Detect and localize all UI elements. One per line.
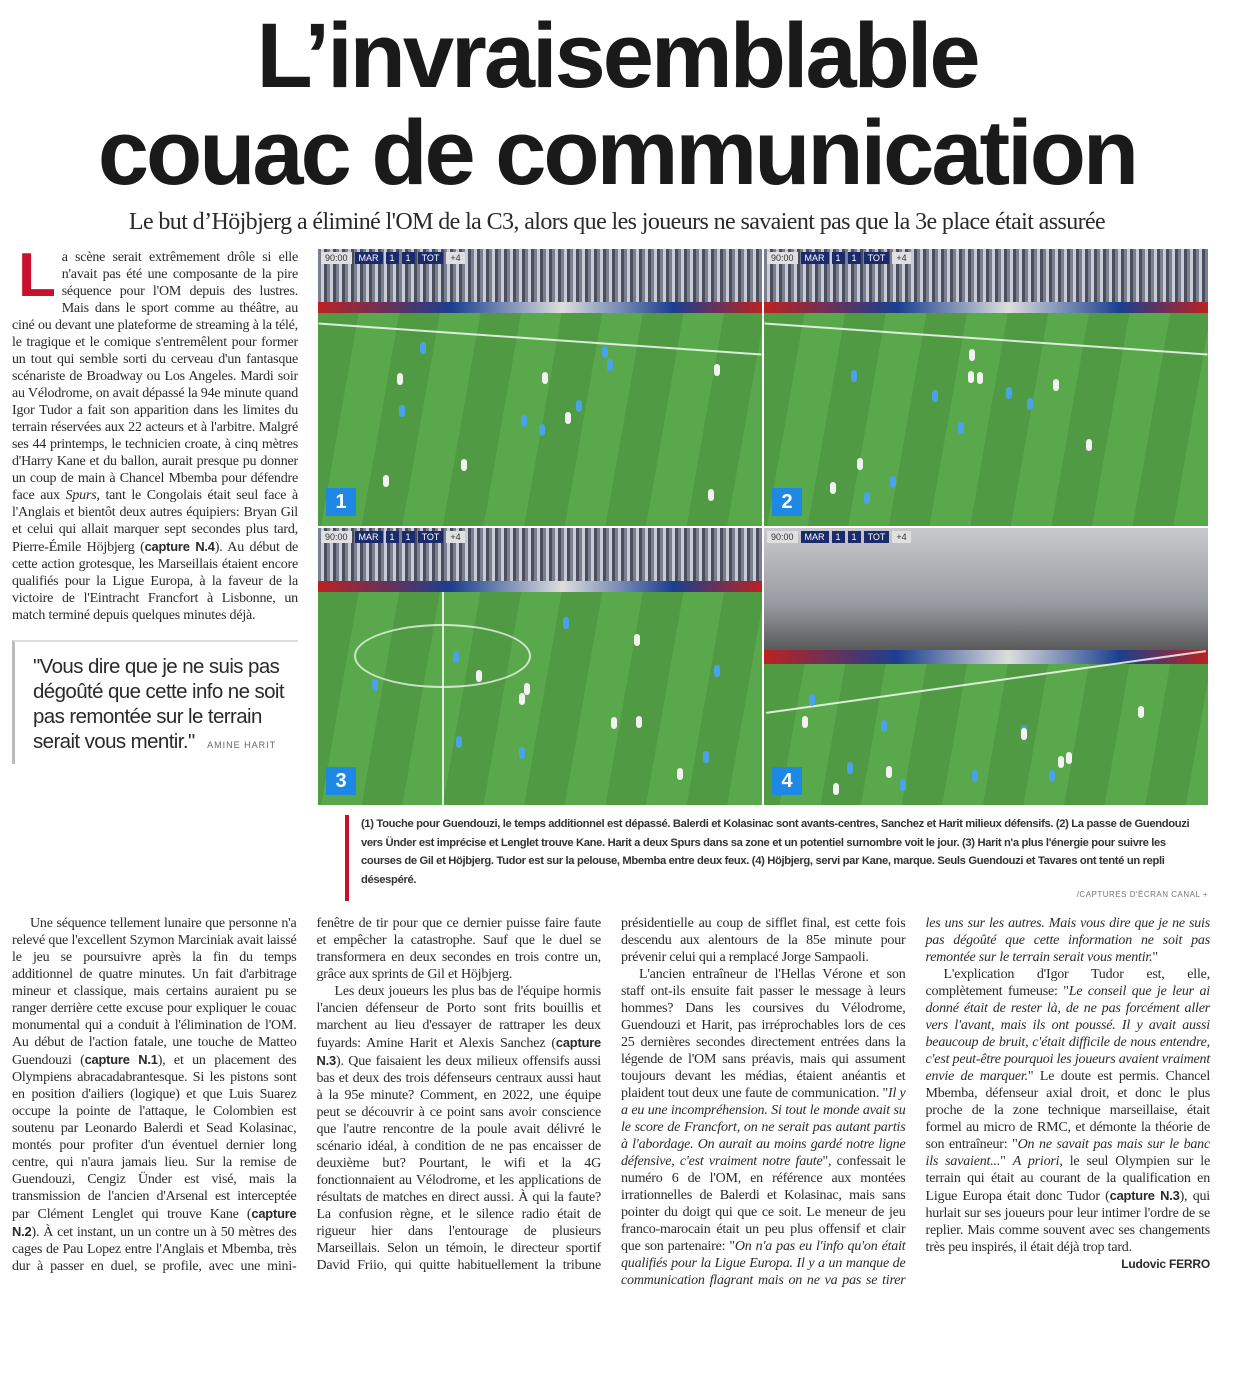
bold-text: capture N.4: [144, 539, 215, 555]
player: [969, 349, 975, 361]
text-run: L'explication d'Igor Tudor est, elle, complètement fumeuse: ": [925, 967, 1210, 1000]
score-bug: [767, 531, 911, 543]
player: [476, 670, 482, 682]
score-bug: [321, 531, 465, 543]
player: [677, 768, 683, 780]
player: [1086, 439, 1092, 451]
away-team: TOT: [864, 252, 890, 264]
ad-boards: [764, 302, 1208, 313]
italic-quote: Spurs: [65, 488, 97, 504]
text-run: ": [1000, 1154, 1013, 1170]
player: [881, 720, 887, 732]
home-score: 1: [832, 531, 845, 543]
player: [420, 342, 426, 354]
headline-line-1: [0, 0, 1234, 105]
player: [461, 459, 467, 471]
screenshot-number-badge: 2: [772, 488, 802, 516]
home-team: MAR: [801, 252, 829, 264]
added-time: +4: [446, 531, 464, 543]
player: [521, 415, 527, 427]
away-score: 1: [848, 531, 861, 543]
screenshot-number-badge: 4: [772, 767, 802, 795]
text-run: , tant le Congolais était seul face à l'Anglais et bientôt deux autres équipiers: Bryan Gil et celui qui allait marquer sept secondes plus tard, Pierre-Émile Höjbjerg (: [12, 488, 298, 556]
player: [636, 716, 642, 728]
player: [524, 683, 530, 695]
text-run: ", confessait le numéro 6 de l'OM, en référence aux montées irrationnelles de Balerdi et Kolasinac, mais sans pointer du doigt qui que ce soit. Le meneur de jeu franco-marocain était un peu plus offensif et clair que son partenaire: ": [621, 1154, 906, 1255]
italic-quote: Il y a eu une incompréhension. Si tout le monde avait su le score de Francfort, on ne serait pas autant partis à l'abordage. On aurait au moins gardé notre ligne défensive, c'est vraiment notre faute: [621, 1086, 906, 1170]
headline-text: couac de communication: [97, 101, 1137, 204]
player: [809, 694, 815, 706]
italic-quote: Le conseil que je leur ai donné était de rester là, de ne pas forcément aller vers l'avant, mais ils ont poussé. Il y avait aussi beaucoup de bruit, c'était difficile de nous entendre, c'est peut-être pourquoi les joueurs avaient vraiment envie de marquer.: [925, 984, 1211, 1085]
home-score: 1: [386, 531, 399, 543]
pull-quote: [12, 640, 298, 764]
text-run: ": [1152, 950, 1158, 966]
text-run: " Le doute est permis. Chancel Mbemba, défenseur axial droit, et donc le plus proche de la zone technique marseillaise, était formel au micro de RMC, et démonte la théorie de son entraîneur: ": [925, 1069, 1211, 1153]
ad-boards: [318, 581, 762, 592]
italic-quote: A priori: [1012, 1154, 1060, 1170]
top-section: [12, 241, 1234, 901]
player: [847, 762, 853, 774]
pitch: [764, 664, 1208, 805]
text-run: ), et un placement des Olympiens abracadabrantesque. Si les pistons sont en position d'ailiers (logique) et que Luis Suarez occupe la pointe de l'attaque, le Colombien est soutenu par Leonardo Balerdi et Sead Kolasinac, montés pour profiter d'un éventuel dernier long centre, qui n'aura jamais lieu. Sur la remise de Guendouzi, Cengiz Ünder est visé, mais la transmission de l'ancien d'Arsenal est interceptée par Clément Lenglet qui trouve Kane (: [12, 1053, 297, 1223]
away-team: TOT: [418, 531, 444, 543]
author-signature: Ludovic FERRO: [1121, 1257, 1210, 1272]
player: [1006, 387, 1012, 399]
added-time: +4: [446, 252, 464, 264]
bold-text: capture N.3: [316, 1035, 601, 1069]
player: [565, 412, 571, 424]
drop-cap: L: [18, 241, 56, 311]
italic-quote: On n'a pas eu l'info qu'on était qualifiés pour la Ligue Europa. Il y a un manque de communication flagrant mais on ne va pas se tirer les uns sur les autres. Mais vous dire que je ne suis pas dégoûté que cette information ne soit pas remontée sur le terrain serait vous mentir.: [621, 916, 1210, 1289]
headline-text: L’invraisemblable: [256, 5, 978, 107]
player: [932, 390, 938, 402]
player: [1053, 379, 1059, 391]
player: [830, 482, 836, 494]
bold-text: (1) Touche pour Guendouzi, le temps additionnel est dépassé. Balerdi et Kolasinac sont avants-centres, Sanchez et Harit milieux défensifs. (2) La passe de Guendouzi vers Ünder est imprécise et Lenglet trouve Kane. Harit a deux Spurs dans sa zone et un potentiel surnombre voit le jour. (3) Harit n'a plus l'énergie pour suivre les courses de Gil et Höjbjerg. Tudor est sur la pelouse, Mbemba entre deux feux. (4) Höjbjerg, servi par Kane, marque. Seuls Guendouzi et Tavares ont tenté un repli désespéré.: [361, 818, 1190, 886]
player: [833, 783, 839, 795]
player: [958, 422, 964, 434]
subtitle: [0, 207, 1234, 237]
player: [864, 492, 870, 504]
match-clock: 90:00: [767, 252, 798, 264]
caption-text: [361, 816, 1189, 886]
match-clock: 90:00: [321, 531, 352, 543]
home-team: MAR: [355, 531, 383, 543]
quote-text: "Vous dire que je ne suis pas dégoûté que cette info ne soit pas remontée sur le terrain serait vous mentir.": [33, 655, 284, 754]
player: [851, 370, 857, 382]
player: [602, 346, 608, 358]
photo-caption: [345, 815, 1208, 901]
player: [1058, 756, 1064, 768]
added-time: +4: [892, 531, 910, 543]
right-column: [318, 249, 1208, 901]
score-bug: [321, 252, 465, 264]
player: [714, 665, 720, 677]
player: [972, 770, 978, 782]
match-screenshot-3: [318, 528, 762, 805]
bold-text: capture N.1: [84, 1052, 158, 1068]
text-run: ), qui hurlait sur ses joueurs pour leur intimer l'ordre de se replier. Mais comme souvent avec ses changements très peu inspirés, il était déjà trop tard.: [925, 1189, 1211, 1256]
player: [900, 779, 906, 791]
away-score: 1: [402, 531, 415, 543]
article-body: [12, 915, 1210, 1289]
text-run: ). Que faisaient les deux milieux offensifs aussi bas et deux des trois défenseurs centraux aussi haut à la 95e minute? Comment, en 2022, une équipe peut se découvrir à ce point sans avoir conscience que l'autre rencontre de la poule avait délivré le scénario idéal, à condition de ne pas encaisser de deuxième but? Pourtant, le wifi et la 4G fonctionnaient au Vélodrome, et les applications de résultats de matches en direct aussi. À qui la faute? La confusion règne, et le silence radio était de rigueur hier dans l'entourage de plusieurs Marseillais. Selon un témoin, le directeur sportif David Friio, qui quitte habituellement la tribune présidentielle au coup de sifflet final, est cette fois descendu aux alentours de la 85e minute pour prévenir celui qui a remplacé Jorge Sampaoli.: [316, 916, 906, 1274]
photo-grid: [318, 249, 1208, 805]
player: [563, 617, 569, 629]
player: [576, 400, 582, 412]
player: [456, 736, 462, 748]
player: [968, 371, 974, 383]
player: [542, 372, 548, 384]
subtitle-text: Le but d’Höjbjerg a éliminé l'OM de la C3, alors que les joueurs ne savaient pas que la 3e place était assurée: [128, 209, 1106, 236]
match-screenshot-2: [764, 249, 1208, 526]
player: [607, 359, 613, 371]
player: [453, 651, 459, 663]
away-team: TOT: [864, 531, 890, 543]
screenshot-number-badge: 1: [326, 488, 356, 516]
home-team: MAR: [355, 252, 383, 264]
player: [397, 373, 403, 385]
player: [1049, 770, 1055, 782]
text-run: , le seul Olympien sur le terrain qui était au courant de la qualification en Ligue Europa était donc Tudor (: [925, 1154, 1210, 1205]
player: [886, 766, 892, 778]
bold-text: capture N.3: [1109, 1188, 1180, 1204]
score-bug: [767, 252, 911, 264]
player: [372, 679, 378, 691]
match-screenshot-4: [764, 528, 1208, 805]
left-column: [12, 241, 299, 764]
pitch: [318, 313, 762, 526]
player: [634, 634, 640, 646]
body-paragraph: [926, 966, 1211, 1256]
player: [383, 475, 389, 487]
player: [1027, 398, 1033, 410]
away-score: 1: [402, 252, 415, 264]
added-time: +4: [892, 252, 910, 264]
headline-line-2: [0, 101, 1234, 204]
text-run: ). À cet instant, un un contre un à 50 mètres des cages de Pau Lopez entre l'Anglais et Mbemba, très dur à passer en duel, se profile, avec une mini-fenêtre de tir pour que ce dernier puisse faire faute et empêcher la catastrophe. Sauf que le duel se transformera en deux secondes en trois contre un, grâce aux sprints de Gil et Höjbjerg.: [12, 916, 601, 1275]
text-run: L'ancien entraîneur de l'Hellas Vérone et son staff ont-ils ensuite fait passer le message à leurs hommes? Dans les coursives du Vélodrome, Guendouzi et Harit, pas irréprochables lors de ces 25 dernières secondes directement entrées dans la légende de l'OM sans préavis, mais qui assument toujours devant les médias, étaient anéantis et plaident tout deux une faute de communication. ": [621, 967, 906, 1102]
text-run: a scène serait extrêmement drôle si elle n'avait pas été une composante de la pire séquence pour l'OM depuis des lustres. Mais dans le sport comme au théâtre, au ciné ou devant une plateforme de streaming à la télé, le tragique et le comique s'entremêlent pour former un tout qui semble sorti du cerveau d'un fantasque scénariste de Broadway ou Los Angeles. Mardi soir au Vélodrome, on avait dépassé la 94e minute quand Igor Tudor a fait son apparition dans les limites du terrain réservées aux 22 acteurs et à l'arbitre. Malgré ses 44 printemps, le technicien croate, à cinq mètres d'Harry Kane et du ballon, aurait presque pu donner un coup de main à Chancel Mbemba pour défendre face aux: [12, 250, 298, 504]
stadium-stand: [764, 528, 1208, 653]
home-team: MAR: [801, 531, 829, 543]
photo-credit: /CAPTURES D'ÉCRAN CANAL +: [1076, 890, 1208, 900]
player: [703, 751, 709, 763]
home-score: 1: [386, 252, 399, 264]
player: [977, 372, 983, 384]
bold-text: capture N.2: [12, 1206, 297, 1240]
player: [1021, 728, 1027, 740]
home-score: 1: [832, 252, 845, 264]
player: [1066, 752, 1072, 764]
text-run: Les deux joueurs les plus bas de l'équipe hormis l'ancien défenseur de Porto sont frits bouillis et marchent au lieu d'essayer de rattraper les deux fuyards: Amine Harit et Alexis Sanchez (: [316, 984, 601, 1052]
match-clock: 90:00: [321, 252, 352, 264]
italic-quote: On ne savait pas mais sur le banc ils savaient...: [925, 1137, 1210, 1170]
ad-boards: [764, 650, 1208, 664]
text-run: Une séquence tellement lunaire que personne n'a relevé que l'excellent Szymon Marciniak avait laissé le jeu se poursuivre après la fin du temps additionnel de quatre minutes. Un fait d'arbitrage mineur et classique, mais certains auraient pu se ranger derrière cette excuse pour expliquer le couac monumental qui a conduit à l'élimination de l'OM. Au début de l'action fatale, une touche de Matteo Guendouzi (: [12, 916, 297, 1069]
pitch: [318, 592, 762, 805]
pitch: [764, 313, 1208, 526]
away-team: TOT: [418, 252, 444, 264]
screenshot-number-badge: 3: [326, 767, 356, 795]
text-run: ). Au début de cette action grotesque, les Marseillais étaient encore qualifiés pour la Ligue Europa, à la faveur de la victoire de l'Eintracht Francfort à Lisbonne, un match terminé depuis quelques minutes déjà.: [12, 540, 299, 624]
player: [539, 424, 545, 436]
player: [519, 747, 525, 759]
ad-boards: [318, 302, 762, 313]
player: [708, 489, 714, 501]
player: [399, 405, 405, 417]
player: [857, 458, 863, 470]
quote-author: AMINE HARIT: [207, 740, 277, 751]
lead-column: [12, 241, 299, 624]
match-clock: 90:00: [767, 531, 798, 543]
away-score: 1: [848, 252, 861, 264]
player: [519, 693, 525, 705]
match-screenshot-1: [318, 249, 762, 526]
player: [890, 476, 896, 488]
player: [1138, 706, 1144, 718]
player: [714, 364, 720, 376]
player: [611, 717, 617, 729]
player: [802, 716, 808, 728]
